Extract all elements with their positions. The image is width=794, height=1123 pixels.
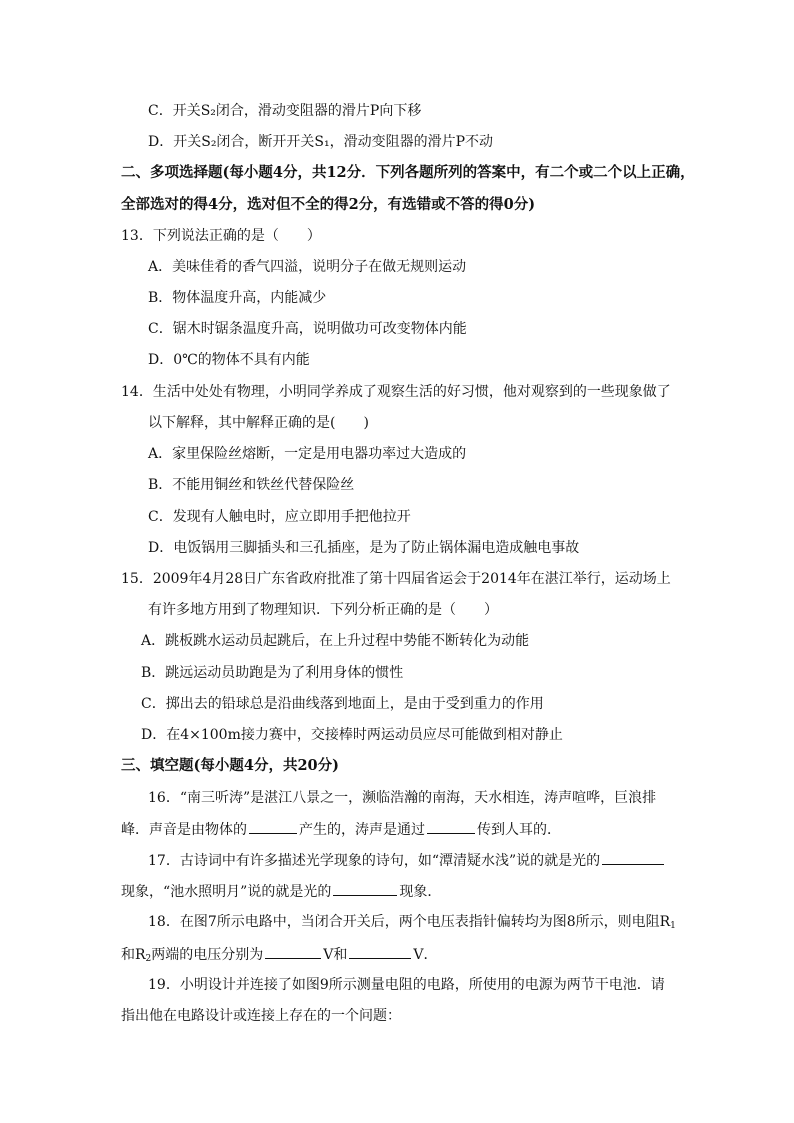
question-16-text-a: 峰．声音是由物体的 [121,822,247,838]
question-18-text-d: V和 [323,947,348,963]
question-13-option-d: D．0℃的物体不具有内能 [148,352,310,368]
question-17 [148,850,666,871]
question-14: 14．生活中处处有物理，小明同学养成了观察生活的好习惯，他对观察到的一些现象做了 [121,384,671,400]
answer-blank[interactable] [349,944,411,959]
question-16-text-c: 传到人耳的． [477,822,561,838]
answer-blank[interactable] [427,819,475,834]
question-19: 19．小明设计并连接了如图9所示测量电阻的电路，所使用的电源为两节干电池．请 [148,977,665,993]
question-17-text-c: 现象． [399,884,442,900]
question-18-text-c: 两端的电压分别为 [151,947,264,963]
question-15-option-b: B．跳远运动员助跑是为了利用身体的惯性 [141,665,404,681]
answer-blank[interactable] [602,850,664,865]
subscript: 1 [670,921,676,931]
question-14-option-c: C．发现有人触电时，应立即用手把他拉开 [148,509,411,525]
question-14-option-a: A．家里保险丝熔断，一定是用电器功率过大造成的 [148,446,467,462]
question-18-text-e: V． [413,947,438,963]
question-13: 13．下列说法正确的是（ ） [121,228,321,244]
question-15-option-d: D．在4×100m接力赛中，交接棒时两运动员应尽可能做到相对静止 [141,727,563,743]
question-18 [148,912,676,936]
question-15-option-a: A．跳板跳水运动员起跳后，在上升过程中势能不断转化为动能 [141,633,530,649]
answer-blank[interactable] [249,819,297,834]
question-18-text-b: 和R [121,947,146,963]
section-2-heading: 二、多项选择题(每小题4分，共12分．下列各题所列的答案中，有二个或二个以上正确， [121,164,695,181]
option-d-previous: D．开关S₂闭合，断开开关S₁，滑动变阻器的滑片P不动 [148,134,494,150]
subscript: 2 [145,954,152,964]
question-15-option-c: C．掷出去的铅球总是沿曲线落到地面上，是由于受到重力的作用 [141,696,544,712]
question-14-option-d: D．电饭锅用三脚插头和三孔插座，是为了防止锅体漏电造成触电事故 [148,540,580,556]
question-18-text-a: 18．在图7所示电路中，当闭合开关后，两个电压表指针偏转均为图8所示，则电阻R [148,914,671,930]
question-13-option-c: C．锯木时锯条温度升高，说明做功可改变物体内能 [148,321,467,337]
question-13-option-a: A．美味佳肴的香气四溢，说明分子在做无规则运动 [148,259,467,275]
question-13-option-b: B．物体温度升高，内能减少 [148,290,327,306]
answer-blank[interactable] [265,944,321,959]
question-14-option-b: B．不能用铜丝和铁丝代替保险丝 [148,477,355,493]
question-17-continued [121,881,441,902]
question-15-continued: 有许多地方用到了物理知识．下列分析正确的是（ ） [148,602,498,618]
section-3-heading: 三、填空题(每小题4分，共20分) [121,757,339,774]
option-c-previous: C．开关S₂闭合，滑动变阻器的滑片P向下移 [148,103,422,119]
answer-blank[interactable] [333,881,397,896]
section-2-instructions: 全部选对的得4分，选对但不全的得2分，有选错或不答的得0分) [121,196,536,213]
question-16-text-b: 产生的，涛声是通过 [299,822,425,838]
question-15: 15．2009年4月28日广东省政府批准了第十四届省运会于2014年在湛江举行，运动场上 [121,571,671,587]
question-17-text-a: 17．古诗词中有许多描述光学现象的诗句，如“潭清疑水浅”说的就是光的 [148,853,601,869]
question-16: 16．“南三听涛”是湛江八景之一，濒临浩瀚的南海，天水相连，涛声喧哗，巨浪排 [148,790,657,806]
question-17-text-b: 现象，“池水照明月”说的就是光的 [121,884,332,900]
question-14-continued: 以下解释，其中解释正确的是( ) [148,415,369,431]
question-16-continued [121,819,561,840]
question-18-continued [121,944,438,969]
question-19-continued: 指出他在电路设计或连接上存在的一个问题： [121,1008,401,1024]
